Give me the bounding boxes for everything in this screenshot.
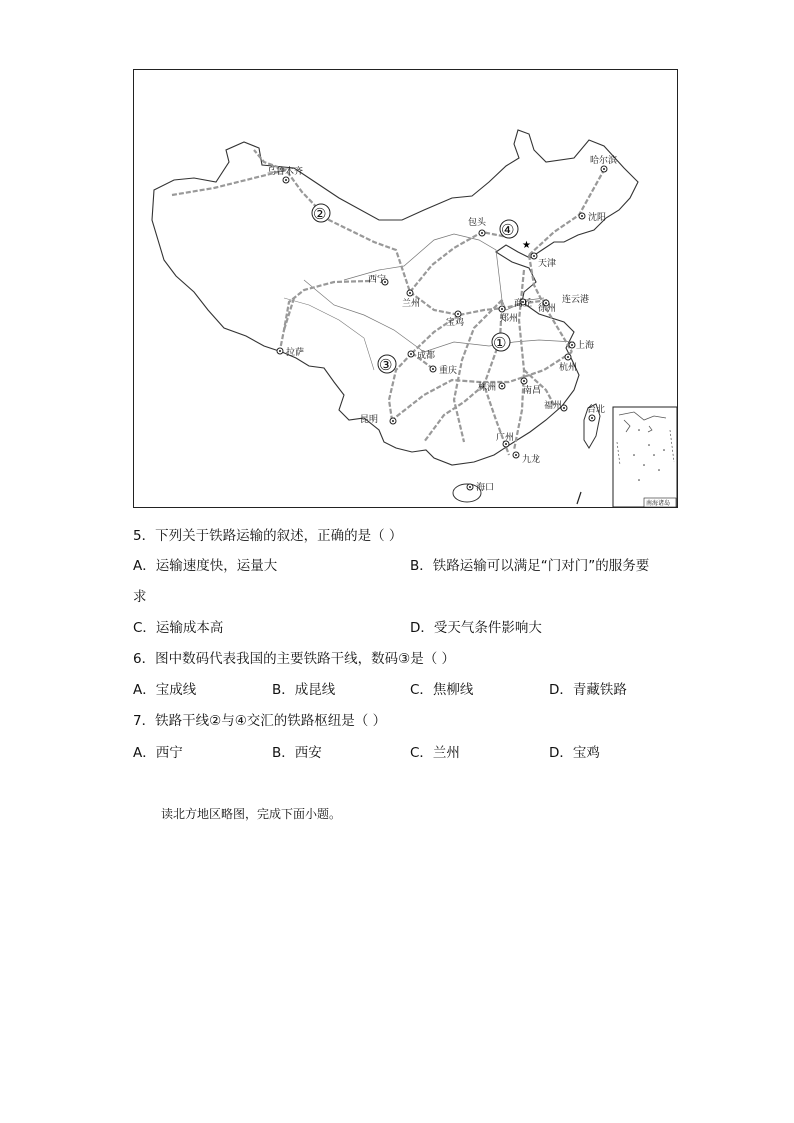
city-zhuzhou <box>478 381 505 393</box>
railway-hunan-gui <box>424 385 484 442</box>
question-7-stem: 7．铁路干线②与④交汇的铁路枢纽是（ ） <box>133 713 387 729</box>
railway-qingzang <box>280 281 370 350</box>
svg-text:包头: 包头 <box>468 218 487 228</box>
svg-text:台北: 台北 <box>587 405 606 415</box>
yangtze-river <box>304 280 574 352</box>
svg-text:成都: 成都 <box>417 351 436 361</box>
question-5-option-b[interactable]: B．铁路运输可以满足“门对门”的服务要 <box>410 558 650 574</box>
question-5-option-d[interactable]: D．受天气条件影响大 <box>410 620 542 636</box>
svg-text:株洲: 株洲 <box>478 383 497 393</box>
question-6-option-a[interactable]: A．宝成线 <box>133 682 197 698</box>
city-harbin <box>590 154 617 172</box>
question-7-option-b[interactable]: B．西安 <box>272 745 322 761</box>
svg-text:南昌: 南昌 <box>523 386 542 396</box>
svg-text:连云港: 连云港 <box>562 295 590 305</box>
svg-text:海口: 海口 <box>476 483 495 493</box>
city-shanghai <box>569 339 594 351</box>
city-xining <box>368 273 388 285</box>
city-urumqi <box>267 165 303 183</box>
city-hangzhou <box>559 354 577 373</box>
city-kowloon <box>513 452 540 465</box>
question-6-stem: 6．图中数码代表我国的主要铁路干线，数码③是（ ） <box>133 651 455 667</box>
city-chengdu <box>408 349 435 361</box>
svg-text:哈尔滨: 哈尔滨 <box>590 156 618 166</box>
svg-text:九龙: 九龙 <box>522 455 541 465</box>
question-5-option-a[interactable]: A．运输速度快，运量大 <box>133 558 278 574</box>
question-5-stem: 5．下列关于铁路运输的叙述，正确的是（ ） <box>133 528 403 544</box>
svg-text:广州: 广州 <box>496 433 515 443</box>
question-5-option-c[interactable]: C．运输成本高 <box>133 620 224 636</box>
beijing-star-icon: ★ <box>522 240 531 251</box>
city-xuzhou <box>538 300 556 314</box>
svg-text:天津: 天津 <box>538 259 557 269</box>
city-fuzhou <box>544 399 567 411</box>
question-6-option-c[interactable]: C．焦柳线 <box>410 682 474 698</box>
svg-text:拉萨: 拉萨 <box>286 348 305 358</box>
reading-intro: 读北方地区略图，完成下面小题。 <box>161 807 342 821</box>
svg-text:重庆: 重庆 <box>439 366 458 376</box>
city-shangqiu <box>514 297 532 309</box>
city-nanchang <box>521 378 541 396</box>
svg-text:宝鸡: 宝鸡 <box>446 318 465 328</box>
question-5-option-b-wrap: 求 <box>133 589 147 605</box>
svg-text:兰州: 兰州 <box>402 299 421 309</box>
svg-text:昆明: 昆明 <box>360 415 379 425</box>
city-kunming <box>360 414 396 425</box>
question-7-option-c[interactable]: C．兰州 <box>410 745 460 761</box>
line-number-labels <box>312 204 518 374</box>
line-number-1: ① <box>493 334 507 352</box>
svg-text:徐州: 徐州 <box>538 304 557 314</box>
svg-text:福州: 福州 <box>544 401 563 411</box>
city-guangzhou <box>496 431 514 447</box>
svg-text:乌鲁木齐: 乌鲁木齐 <box>267 167 304 177</box>
south-china-sea-inset <box>613 407 677 507</box>
coast-mark <box>577 492 581 504</box>
svg-text:上海: 上海 <box>576 341 595 351</box>
question-6-option-d[interactable]: D．青藏铁路 <box>549 682 627 698</box>
question-6-option-b[interactable]: B．成昆线 <box>272 682 336 698</box>
inset-label: 南海诸岛 <box>646 500 671 507</box>
question-7-option-d[interactable]: D．宝鸡 <box>549 745 600 761</box>
line-number-4: ④ <box>501 221 515 239</box>
line-number-3: ③ <box>379 356 393 374</box>
svg-text:郑州: 郑州 <box>500 314 519 324</box>
city-baotou <box>468 216 487 236</box>
city-lianyungang <box>562 293 589 305</box>
svg-text:西宁: 西宁 <box>368 275 387 285</box>
city-lanzhou <box>402 290 420 309</box>
question-7-option-a[interactable]: A．西宁 <box>133 745 183 761</box>
svg-text:杭州: 杭州 <box>559 363 578 373</box>
city-chongqing <box>430 364 457 376</box>
line-number-2: ② <box>313 205 327 223</box>
city-lhasa <box>277 346 304 358</box>
map-canvas <box>134 70 677 507</box>
city-shenyang <box>579 211 606 223</box>
railway-lanxin <box>172 170 410 292</box>
railway-baolan <box>410 232 512 292</box>
svg-text:沈阳: 沈阳 <box>588 213 607 223</box>
svg-text:商丘: 商丘 <box>514 299 533 309</box>
china-railway-map <box>133 69 678 508</box>
